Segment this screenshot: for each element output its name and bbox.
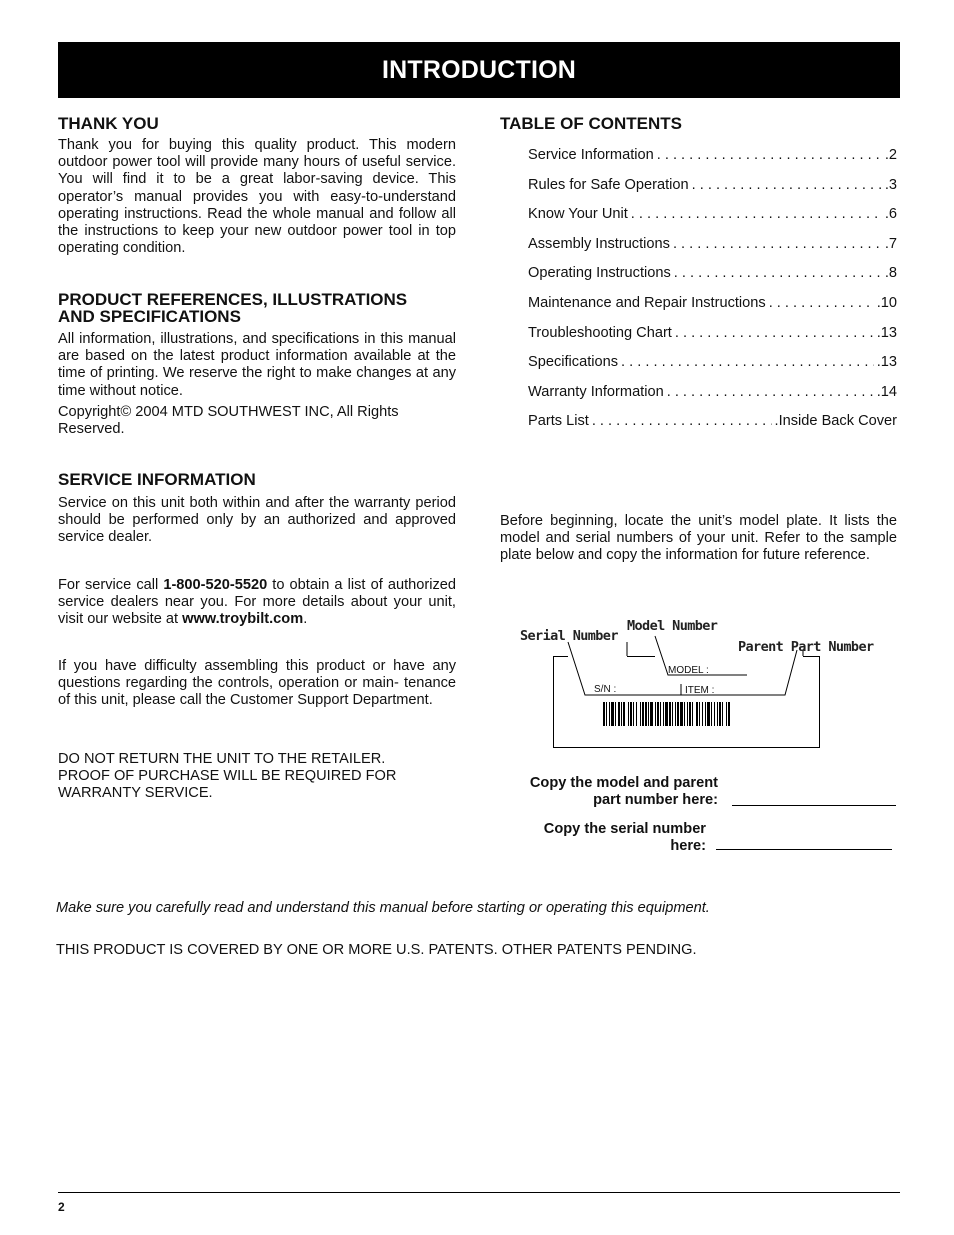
- barcode-bar: [722, 702, 723, 726]
- toc-item-title: Rules for Safe Operation: [528, 176, 689, 193]
- toc-heading: TABLE OF CONTENTS: [500, 114, 682, 133]
- barcode-bar: [669, 702, 671, 726]
- toc-item-title: Troubleshooting Chart: [528, 324, 672, 341]
- toc-item-title: Warranty Information: [528, 383, 664, 400]
- toc-leader-dots: [674, 265, 882, 281]
- barcode-bar: [680, 702, 683, 726]
- toc-leader-dots: [667, 384, 874, 400]
- copy-model-label: [500, 775, 718, 809]
- toc-item-page: .8: [884, 265, 897, 282]
- table-of-contents: [528, 147, 897, 443]
- toc-item[interactable]: [528, 384, 897, 414]
- toc-item-page: .10: [876, 294, 897, 311]
- barcode-graphic: [603, 702, 730, 726]
- toc-item-page: .13: [876, 324, 897, 341]
- plate-sn-field: S/N :: [594, 684, 617, 695]
- barcode-bar: [707, 702, 710, 726]
- copy-serial-label-line1: Copy the serial number: [543, 821, 706, 837]
- service-phone-number[interactable]: 1-800-520-5520: [163, 577, 268, 593]
- support-paragraph: If you have difficulty assembling this product or have any questions regarding the controls, operation or main- tenance of this unit, please call the Customer Support Department.: [58, 658, 456, 709]
- toc-item-title: Parts List: [528, 413, 589, 430]
- barcode-bar: [689, 702, 691, 726]
- barcode-bar: [642, 702, 644, 726]
- serial-number-label: Serial Number: [520, 628, 618, 644]
- page-number: 2: [58, 1200, 65, 1214]
- barcode-bar: [684, 702, 685, 726]
- barcode-bar: [726, 702, 727, 726]
- toc-item-page: .13: [876, 354, 897, 371]
- toc-item-page: .2: [884, 147, 897, 163]
- barcode-bar: [675, 702, 676, 726]
- copy-model-label-line1: Copy the model and parent: [529, 775, 718, 791]
- toc-item-title: Operating Instructions: [528, 265, 671, 282]
- barcode-bar: [618, 702, 620, 726]
- toc-item[interactable]: [528, 295, 897, 325]
- toc-item[interactable]: [528, 206, 897, 236]
- intro-banner: [58, 42, 900, 98]
- barcode-bar: [636, 702, 637, 726]
- footer-rule: [58, 1192, 900, 1193]
- toc-item-title: Service Information: [528, 147, 654, 163]
- toc-leader-dots: [621, 354, 874, 370]
- read-manual-note: Make sure you carefully read and understand this manual before starting or operating this equipment.: [56, 900, 710, 916]
- toc-item[interactable]: [528, 325, 897, 355]
- barcode-bar: [655, 702, 656, 726]
- barcode-bar: [657, 702, 659, 726]
- barcode-bar: [665, 702, 668, 726]
- barcode-bar: [628, 702, 629, 726]
- parent-part-number-label: Parent Part Number: [738, 639, 874, 655]
- barcode-bar: [640, 702, 641, 726]
- barcode-bar: [611, 702, 614, 726]
- toc-item[interactable]: [528, 177, 897, 207]
- barcode-bar: [606, 702, 607, 726]
- toc-leader-dots: [673, 236, 882, 252]
- barcode-bar: [705, 702, 706, 726]
- patent-notice: THIS PRODUCT IS COVERED BY ONE OR MORE U.S. PATENTS. OTHER PATENTS PENDING.: [56, 942, 697, 958]
- barcode-bar: [677, 702, 679, 726]
- barcode-bar: [603, 702, 605, 726]
- service-call-mid: to obtain a list of authorized service dealers near you. For more details about your unit, visit our website at: [58, 577, 456, 628]
- toc-item[interactable]: [528, 354, 897, 384]
- toc-leader-dots: [675, 325, 874, 341]
- copy-serial-label: [500, 821, 706, 855]
- barcode-bar: [660, 702, 661, 726]
- barcode-bar: [696, 702, 698, 726]
- barcode-bar: [663, 702, 664, 726]
- service-call-prefix: For service call: [58, 577, 164, 593]
- website-link[interactable]: www.troybilt.com: [182, 611, 304, 628]
- toc-item-title: Assembly Instructions: [528, 235, 670, 252]
- barcode-bar: [692, 702, 693, 726]
- toc-leader-dots: [592, 413, 772, 429]
- product-refs-heading-line1: PRODUCT REFERENCES, ILLUSTRATIONS: [58, 290, 408, 309]
- barcode-bar: [699, 702, 700, 726]
- model-plate-intro: Before beginning, locate the unit’s model plate. It lists the model and serial numbers of your unit. Refer to the sample plate below and copy the information for future reference.: [500, 513, 897, 564]
- toc-item-title: Maintenance and Repair Instructions: [528, 294, 766, 311]
- service-info-heading: SERVICE INFORMATION: [58, 470, 256, 489]
- return-warning: [58, 751, 456, 803]
- service-call-suffix: .: [303, 611, 308, 628]
- thank-you-heading: THANK YOU: [58, 114, 159, 133]
- barcode-bar: [648, 702, 649, 726]
- toc-item-title: Specifications: [528, 354, 619, 371]
- toc-item-title: Know Your Unit: [528, 206, 628, 223]
- toc-item[interactable]: [528, 265, 897, 295]
- serial-number-write-line[interactable]: [716, 849, 892, 850]
- return-warning-line2: PROOF OF PURCHASE WILL BE REQUIRED FOR: [58, 768, 397, 785]
- barcode-bar: [717, 702, 718, 726]
- barcode-bar: [728, 702, 730, 726]
- toc-leader-dots: [769, 295, 874, 311]
- barcode-bar: [609, 702, 610, 726]
- serial-number-bracket: [568, 642, 681, 695]
- copyright-text: Copyright© 2004 MTD SOUTHWEST INC, All Rights Reserved.: [58, 404, 399, 438]
- toc-item-page: .14: [876, 383, 897, 400]
- toc-item[interactable]: [528, 147, 897, 177]
- toc-item-page: .7: [884, 235, 897, 252]
- barcode-bar: [687, 702, 688, 726]
- plate-item-field: ITEM :: [685, 685, 715, 696]
- barcode-bar: [702, 702, 703, 726]
- barcode-bar: [623, 702, 625, 726]
- product-refs-body: All information, illustrations, and specifications in this manual are based on the latest product information available at the time of printing. We reserve the right to make changes at any time without notice.: [58, 331, 456, 399]
- return-warning-line1: DO NOT RETURN THE UNIT TO THE RETAILER.: [58, 751, 386, 767]
- model-number-label: Model Number: [627, 618, 718, 634]
- toc-leader-dots: [692, 177, 882, 193]
- return-warning-line3: WARRANTY SERVICE.: [58, 785, 213, 802]
- toc-item-page: .6: [884, 206, 897, 223]
- service-info-body: Service on this unit both within and after the warranty period should be performed only by an authorized and approved service dealer.: [58, 495, 456, 546]
- model-plate-illustration: [515, 615, 875, 755]
- toc-leader-dots: [631, 206, 882, 222]
- product-refs-heading-line2: AND SPECIFICATIONS: [58, 307, 241, 326]
- thank-you-body: Thank you for buying this quality product. This modern outdoor power tool will provide many hours of useful service. You will find it to be a great labor-saving device. This operator’s manual provides you with easy-to-understand operating instructions. Read the whole manual and follow all the instructions to keep your new outdoor power tool in top operating condition.: [58, 137, 456, 257]
- barcode-bar: [719, 702, 721, 726]
- toc-item[interactable]: [528, 236, 897, 266]
- toc-leader-dots: [657, 147, 882, 163]
- barcode-bar: [630, 702, 632, 726]
- barcode-bar: [621, 702, 622, 726]
- copy-model-label-line2: part number here:: [593, 792, 718, 808]
- barcode-bar: [714, 702, 715, 726]
- barcode-bar: [672, 702, 673, 726]
- toc-item-page: .Inside Back Cover: [774, 413, 897, 430]
- barcode-bar: [645, 702, 647, 726]
- page-title: INTRODUCTION: [381, 55, 577, 84]
- barcode-bar: [615, 702, 616, 726]
- toc-item-page: .3: [884, 176, 897, 193]
- service-call-paragraph: [58, 577, 456, 629]
- barcode-bar: [650, 702, 653, 726]
- copy-serial-label-line2: here:: [670, 838, 706, 854]
- toc-item[interactable]: [528, 413, 897, 443]
- barcode-bar: [711, 702, 712, 726]
- plate-model-field: MODEL :: [668, 665, 709, 676]
- barcode-bar: [633, 702, 634, 726]
- model-number-write-line[interactable]: [732, 805, 896, 806]
